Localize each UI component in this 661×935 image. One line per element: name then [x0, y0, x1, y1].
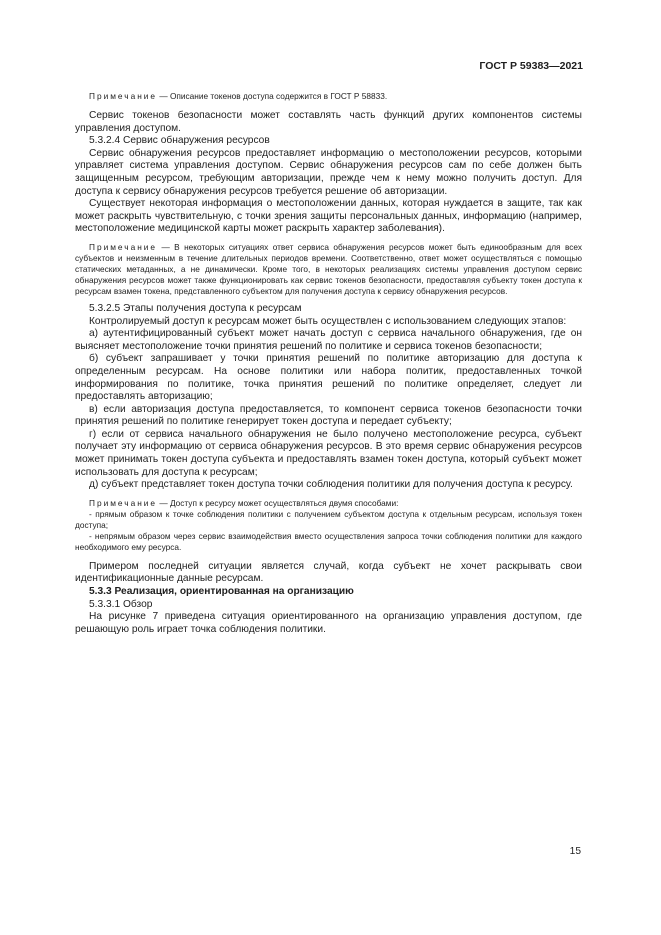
list-item: в) если авторизация доступа предоставляется, то компонент сервиса токенов безопасности точки принятия решений по политике генерирует токен доступа и передает субъекту;: [75, 403, 582, 428]
list-item: б) субъект запрашивает у точки принятия решений по политике авторизацию для доступа к определенным ресурсам. На основе политики или набора политик, предоставленных точкой информирования по политике, точка принятия решений по политике определяет, следует ли предоставлять авторизацию;: [75, 353, 582, 403]
section-heading-5-3-3: 5.3.3 Реализация, ориентированная на организацию: [89, 586, 354, 598]
page-number: 15: [569, 846, 581, 857]
section-heading-5-3-3-1: 5.3.3.1 Обзор: [89, 598, 153, 610]
note-resource-discovery: [75, 242, 582, 297]
note-list-item: - прямым образом к точке соблюдения политики с получением субъектом доступа к отдельным ресурсам, используя токен доступа;: [75, 508, 582, 530]
note-token-description: [75, 91, 582, 102]
paragraph: Контролируемый доступ к ресурсам может быть осуществлен с использованием следующих этапов:: [89, 315, 567, 327]
list-item: д) субъект представляет токен доступа точки соблюдения политики для получения доступа к ресурсу.: [89, 479, 573, 491]
section-heading-5-3-2-5: 5.3.2.5 Этапы получения доступа к ресурсам: [89, 302, 302, 314]
note-text: — Доступ к ресурсу может осуществляться двумя способами:: [157, 497, 399, 508]
note-list-item: - непрямым образом через сервис взаимодействия вместо осуществления запроса точки соблюдения политики для каждого необходимого ему ресурса.: [75, 530, 582, 552]
list-item: а) аутентифицированный субъект может начать доступ с сервиса начального обнаружения, где он выясняет местоположение точки принятия решений по политике и сервиса токенов безопасности;: [75, 328, 582, 352]
document-id-header: ГОСТ Р 59383—2021: [479, 60, 583, 72]
note-label: Примечание: [89, 91, 158, 101]
note-text: — В некоторых ситуациях ответ сервиса обнаружения ресурсов может быть единообразным для всех субъектов и неизменным в течение длительных периодов времени. Соответственно, ответ может осуществляться с помощью статических метаданных, а не динамически. Кроме того, в некоторых реализациях системы управления доступом сервис обнаружения ресурсов может также функционировать как сервис токенов безопасности, предоставляя субъекту токен доступа к ресурсам взамен токена, представленного субъектом для получения доступа к сервису обнаружения ресурсов.: [75, 241, 582, 296]
note-text: — Описание токенов доступа содержится в ГОСТ Р 58833.: [157, 91, 388, 101]
paragraph: Сервис токенов безопасности может составлять часть функций других компонентов системы управления доступом.: [75, 110, 582, 134]
paragraph: На рисунке 7 приведена ситуация ориентированного на организацию управления доступом, где решающую роль играет точка соблюдения политики.: [75, 611, 582, 635]
list-item: г) если от сервиса начального обнаружения не было получено местоположение ресурса, субъект получает эту информацию от сервиса обнаружения ресурсов. В это время сервис обнаружения ресурсов может принимать токен доступа субъекта и предоставлять взамен токен доступа, который субъект может использовать для доступа к ресурсам;: [75, 428, 582, 478]
paragraph: Примером последней ситуации является случай, когда субъект не хочет раскрывать свои идентификационные данные ресурсам.: [75, 560, 582, 585]
note-label: Примечание: [89, 241, 158, 252]
note-access-methods: [75, 498, 582, 509]
section-heading-5-3-2-4: 5.3.2.4 Сервис обнаружения ресурсов: [89, 135, 270, 147]
paragraph: Сервис обнаружения ресурсов предоставляет информацию о местоположении ресурсов, которыми управляет система управления доступом. Сервис обнаружения ресурсов сам по себе должен быть защищенным ресурсом, требующим авторизации, прежде чем к нему можно получить доступ. Для доступа к сервису обнаружения ресурсов требуется решение об авторизации.: [75, 147, 582, 197]
paragraph: Существует некоторая информация о местоположении данных, которая нуждается в защите, так как может раскрыть чувствительную, с точки зрения защиты персональных данных, информацию (например, местоположение медицинской карты может раскрыть характер заболевания).: [75, 198, 582, 235]
page-content: [75, 91, 582, 636]
note-label: Примечание: [89, 497, 158, 508]
